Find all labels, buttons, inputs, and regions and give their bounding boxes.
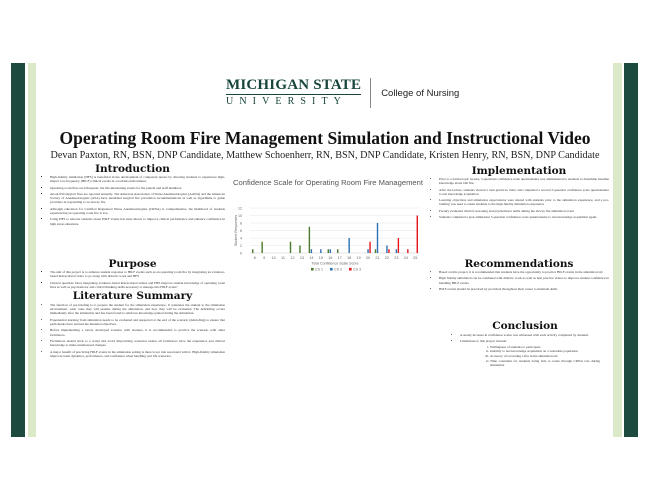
x-tick-label: 22 — [384, 256, 390, 260]
list-item: ▪ Using HFS to educate students about HILF events has been shown to improve clinical performance and enhance confidence in high stress situations. — [50, 217, 225, 225]
x-tick-label: 23 — [394, 256, 399, 260]
list-item: ▪ Operating room fires are infrequent, but life-threatening events for the patient and staff members. — [50, 186, 225, 190]
purpose-heading: Purpose — [108, 258, 157, 270]
poster-authors: Devan Paxton, RN, BSN, DNP Candidate, Matthew Schoenherr, RN, BSN, DNP Candidate, Kristen Henry, RN, BSN, DNP Candidate — [50, 150, 600, 161]
list-item: • A major benefit of practicing HILF events in the simulation setting is there is not risk associated with it. High-fidelity simulation improves team dynamics, performance, and confidence when handling real life scenarios. — [50, 350, 225, 358]
list-item: • Based on this project, it is recommended that students have the opportunity to practice HILF events in the simulation lab — [439, 270, 609, 274]
list-item: • HILF events should be practiced by providers throughout their career to maintain skills — [439, 287, 609, 291]
x-tick-label: 14 — [309, 256, 314, 260]
implementation-list — [429, 177, 609, 219]
limitations-list — [460, 345, 600, 368]
list-item: • Faculty evaluated clinical reasoning and psychomotor skills during the airway fire simulation event — [439, 209, 609, 213]
legend-label-cs-3: CS 3 — [353, 267, 361, 272]
limitation-item: ii. Inability to test knowledge acquisition on a venerable population — [490, 349, 600, 353]
introduction-list — [40, 175, 225, 226]
bar-cs-1-9 — [261, 242, 262, 253]
x-tick-label: 19 — [356, 256, 361, 260]
list-item: • A steady increase in confidence scales was witnessed with each activity completed by students — [460, 333, 600, 337]
list-item: • Prior to a formal topic lecture, 5-questions confidence scale questionnaire was administered to students to determine baseline knowledge about OR fire. — [439, 177, 609, 185]
y-tick-label: 10 — [238, 213, 242, 218]
x-tick-label: 18 — [347, 256, 352, 260]
x-tick-label: 10 — [271, 256, 276, 260]
legend-swatch-cs-3 — [349, 268, 352, 271]
x-tick-label: 21 — [375, 256, 380, 260]
conclusion-list — [450, 333, 600, 367]
literature-list — [40, 303, 225, 358]
frame-bar-left-dark — [11, 63, 25, 437]
legend-label-cs-1: CS 1 — [315, 267, 323, 272]
logo-college: College of Nursing — [381, 87, 460, 99]
chart-svg — [228, 172, 428, 272]
section-implementation — [429, 165, 609, 222]
bar-cs-2-18 — [348, 238, 349, 253]
bar-cs-1-13 — [299, 246, 300, 254]
legend-swatch-cs-2 — [330, 268, 333, 271]
y-axis-label: Student Responses — [234, 214, 238, 247]
x-tick-label: 24 — [403, 256, 408, 260]
list-item: • Students completed a post-simulation 5-question confidence scale questionnaire to test knowledge acquisition again. — [439, 215, 609, 219]
list-item: • Before implementing a newly developed scenario with learners, it is recommended to practice the scenario with other facilitators. — [50, 328, 225, 336]
legend-label-cs-2: CS 2 — [334, 267, 342, 272]
frame-bar-left-light — [28, 63, 36, 437]
recommendations-heading: Recommendations — [464, 258, 574, 270]
purpose-list — [40, 270, 225, 289]
list-item: ▪ Although education for Certified Registered Nurse Anesthesiologists (CRNA) is comprehensive, the likelihood of students experiencing an operating room fire is low. — [50, 207, 225, 215]
msu-wordmark — [226, 78, 361, 108]
bar-cs-1-16 — [328, 249, 329, 253]
logo-line1: MICHIGAN STATE — [226, 77, 362, 93]
x-tick-label: 20 — [365, 256, 371, 260]
limitation-item: iii. Accuracy of recreating a fire in the simulation lab — [490, 354, 600, 358]
bar-cs-3-25 — [417, 216, 418, 254]
x-tick-label: 15 — [318, 256, 323, 260]
x-tick-label: 11 — [281, 256, 286, 260]
bar-cs-2-23 — [396, 249, 397, 253]
section-recommendations — [429, 258, 609, 293]
logo-line2: UNIVERSITY — [226, 96, 347, 107]
bar-cs-1-8 — [252, 249, 253, 253]
section-introduction — [40, 163, 225, 228]
bar-cs-3-24 — [407, 249, 408, 253]
bar-cs-3-23 — [398, 238, 399, 253]
poster-title: Operating Room Fire Management Simulation and Instructional Video — [59, 128, 591, 148]
bar-cs-2-15 — [320, 249, 321, 253]
list-item: ▪ The aim of this project is to enhance student response to HILF events such as an operating room fire by integrating an evidence-based instructional video to go along with didactic work and HFS — [50, 270, 225, 278]
bar-cs-2-16 — [330, 249, 331, 253]
bar-cs-2-22 — [386, 246, 387, 254]
x-tick-label: 12 — [290, 256, 295, 260]
y-tick-label: 8 — [240, 221, 242, 226]
bar-cs-3-20 — [369, 242, 370, 253]
bar-cs-1-12 — [290, 242, 291, 253]
x-tick-label: 16 — [328, 256, 333, 260]
literature-heading: Literature Summary — [72, 290, 193, 302]
bar-cs-1-21 — [375, 249, 376, 253]
y-tick-label: 2 — [240, 243, 242, 248]
y-tick-label: 0 — [240, 251, 242, 256]
list-item: • After the lecture, students viewed a best-practices video and completed a second 5-question confidence scale questionnaire to test knowledge acquisition — [439, 188, 609, 196]
bar-cs-2-14 — [311, 249, 312, 253]
y-tick-label: 4 — [240, 236, 242, 241]
frame-bar-right-light — [613, 63, 622, 437]
list-item: ▪ High-fidelity simulation (HFS) is beneficial in the development of competent nurses by allowing students to experience high-impact low-frequency (HILF) clinical events in a nonrisk environment. — [50, 175, 225, 183]
implementation-heading: Implementation — [471, 165, 567, 177]
list-item: • Limitations to this project include: i. Willingness of students to participate ii. Inability to test knowledge acquisition on a venerable population iii. Accuracy of recreating a fire in the simulation lab iv. Time constraint for students being able to rotate through CRNA role during simulation — [460, 339, 600, 367]
x-tick-label: 9 — [263, 256, 266, 260]
x-tick-label: 25 — [413, 256, 418, 260]
legend-swatch-cs-1 — [311, 268, 314, 271]
confidence-chart — [228, 172, 428, 272]
list-item: • Learning objectives and simulation expectations were shared with students prior to the simulation experience, and a pre-briefing was used to orient students to the high-fidelity simulation experience — [439, 198, 609, 206]
x-tick-label: 17 — [337, 256, 342, 260]
recommendations-list — [429, 270, 609, 291]
logo-divider — [370, 78, 371, 108]
bar-cs-3-22 — [388, 249, 389, 253]
msu-logo — [226, 76, 459, 110]
bar-cs-2-20 — [367, 249, 368, 253]
conclusion-heading: Conclusion — [492, 320, 558, 332]
bar-cs-1-14 — [309, 227, 310, 253]
list-item: • Experiential learning from simulation needs to be evaluated and supported at the end of the scenario (debriefing) to ensure that participants have learned the intended objectives. — [50, 318, 225, 326]
x-tick-label: 13 — [299, 256, 305, 260]
list-item: • The function of pre-briefing is to prepare the student for the simulation experience. It orientates the student to the simulation environment, what roles they will assume during the simulation, and how they will be evaluated. The debriefing occurs immediately after the simulation and has been found to reinforce knowledge gained during the simulation. — [50, 303, 225, 316]
list-item: ▪ About 650 surgical fires are reported annually. The American Association of Nurse Anesthesiologists (AANA) and the American Society of Anesthesiologists (ASA) have identified surgical fire prevention recommendations as well as algorithms to guide providers in responding to an airway fire — [50, 192, 225, 205]
limitation-item: i. Willingness of students to participate — [490, 345, 600, 349]
limitation-item: iv. Time constraint for students being able to rotate through CRNA role during simulation — [490, 359, 600, 367]
section-conclusion — [450, 320, 600, 370]
bar-cs-1-17 — [337, 249, 338, 253]
list-item: • High fidelity simulation can be combined with didactic work as well as best practice videos to improve student confidence in handling HILF events — [439, 276, 609, 284]
chart-title: Confidence Scale for Operating Room Fire Management — [233, 178, 423, 187]
y-tick-label: 12 — [238, 206, 242, 211]
list-item: ▪ Clinical question: Does integrating evidence-based instructional videos and HFS improve student knowledge of operating room fires as well as psychomotor and critical thinking skills necessary to manage this HILF event? — [50, 281, 225, 289]
x-axis-label: Total Confidence Scale Score — [311, 261, 359, 266]
y-tick-label: 6 — [240, 228, 242, 233]
introduction-heading: Introduction — [95, 163, 170, 175]
x-tick-label: 8 — [253, 256, 256, 260]
bar-cs-2-21 — [377, 223, 378, 253]
list-item: • Facilitators should stick to a script and avoid improvising scenarios unless all facilitators have the experience and clinical knowledge to make unrehearsed changes. — [50, 339, 225, 347]
section-literature-summary — [40, 290, 225, 360]
section-purpose — [40, 258, 225, 291]
frame-bar-right-dark — [624, 63, 638, 437]
